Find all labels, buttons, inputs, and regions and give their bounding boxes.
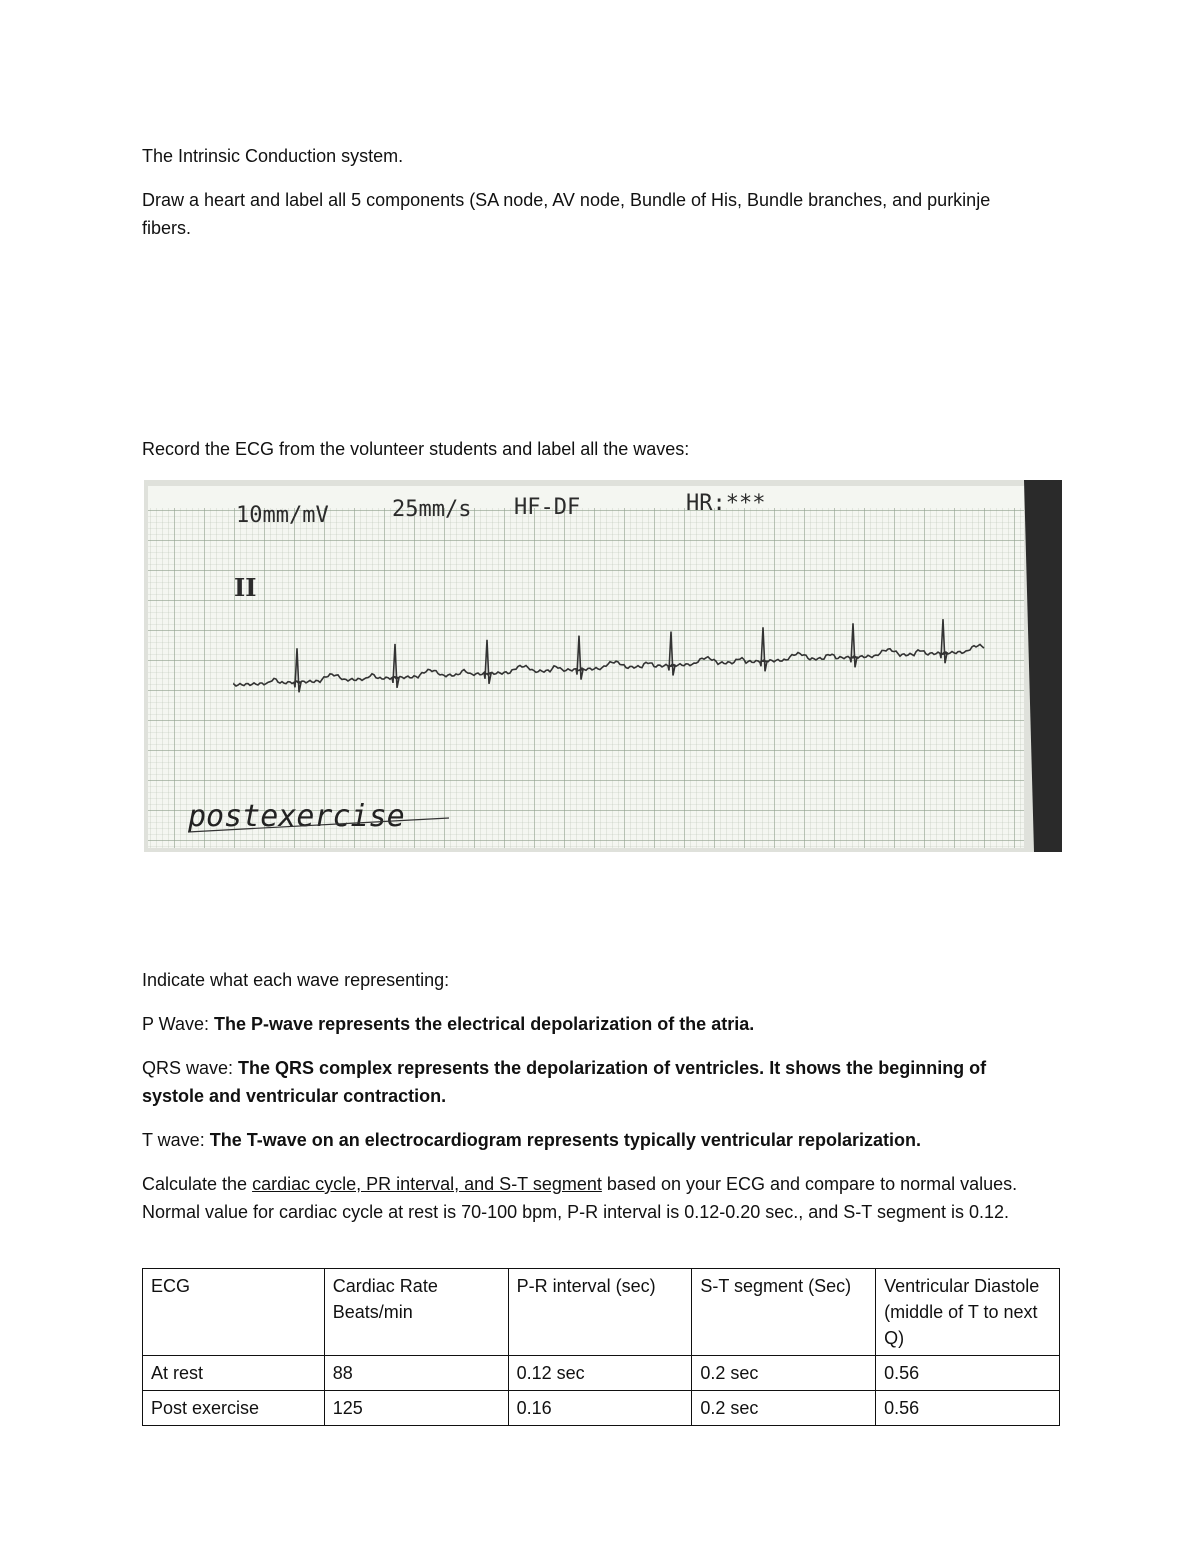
ecg-hr-label: HR:***	[686, 491, 766, 516]
page-heading: The Intrinsic Conduction system.	[142, 146, 404, 166]
calc-instruction: Calculate the cardiac cycle, PR interval, and S-T segment based on your ECG and compare to normal values. Normal value for cardiac cycle at rest is 70-100 bpm, P-R interval is 0.12-0.20 sec., and S-T segment is 0.12.	[142, 1174, 1018, 1222]
wave-qrs	[142, 1054, 1032, 1110]
instruction-draw: Draw a heart and label all 5 components (SA node, AV node, Bundle of His, Bundle branches, and purkinje fibers.	[142, 190, 991, 238]
wave-p	[142, 1010, 1042, 1038]
ecg-strip-photo	[144, 480, 1062, 852]
table-header-cell: Ventricular Diastole (middle of T to next Q)	[876, 1269, 1060, 1356]
table-cell: 0.2 sec	[692, 1391, 876, 1426]
table-header-cell: S-T segment (Sec)	[692, 1269, 876, 1356]
table-cell: 88	[324, 1356, 508, 1391]
ecg-lead-label: II	[234, 573, 257, 602]
table-header-cell: ECG	[143, 1269, 325, 1356]
ecg-filter-label: HF-DF	[514, 495, 581, 520]
table-header-row	[143, 1269, 1060, 1356]
wave-p-label: P Wave:	[142, 1014, 210, 1034]
table-cell: 0.56	[876, 1391, 1060, 1426]
table-header-cell: Cardiac Rate Beats/min	[324, 1269, 508, 1356]
ecg-gain-label: 10mm/mV	[236, 503, 329, 528]
wave-t-label: T wave:	[142, 1130, 205, 1150]
wave-qrs-label: QRS wave:	[142, 1058, 234, 1078]
table-cell: 125	[324, 1391, 508, 1426]
table-row	[143, 1391, 1060, 1426]
table-cell: 0.2 sec	[692, 1356, 876, 1391]
ecg-strip-graphic	[144, 480, 1062, 852]
table-header-cell: P-R interval (sec)	[508, 1269, 692, 1356]
ecg-results-table	[142, 1268, 1060, 1426]
ecg-grid	[148, 508, 1024, 848]
wave-t-text: The T-wave on an electrocardiogram represents typically ventricular repolarization.	[209, 1130, 921, 1150]
table-cell: At rest	[143, 1356, 325, 1391]
table-cell: 0.56	[876, 1356, 1060, 1391]
wave-qrs-text: The QRS complex represents the depolarization of ventricles. It shows the beginning of systole and ventricular contraction.	[142, 1058, 987, 1106]
ecg-speed-label: 25mm/s	[392, 497, 472, 522]
table-cell: 0.16	[508, 1391, 692, 1426]
wave-p-text: The P-wave represents the electrical depolarization of the atria.	[214, 1014, 755, 1034]
wave-t	[142, 1126, 1042, 1154]
table-row	[143, 1356, 1060, 1391]
handwritten-note: postexercise	[188, 799, 405, 834]
instruction-indicate: Indicate what each wave representing:	[142, 970, 450, 990]
calc-underlined: cardiac cycle, PR interval, and S-T segment	[252, 1174, 602, 1194]
table-cell: Post exercise	[143, 1391, 325, 1426]
table-cell: 0.12 sec	[508, 1356, 692, 1391]
instruction-record: Record the ECG from the volunteer students and label all the waves:	[142, 439, 690, 459]
